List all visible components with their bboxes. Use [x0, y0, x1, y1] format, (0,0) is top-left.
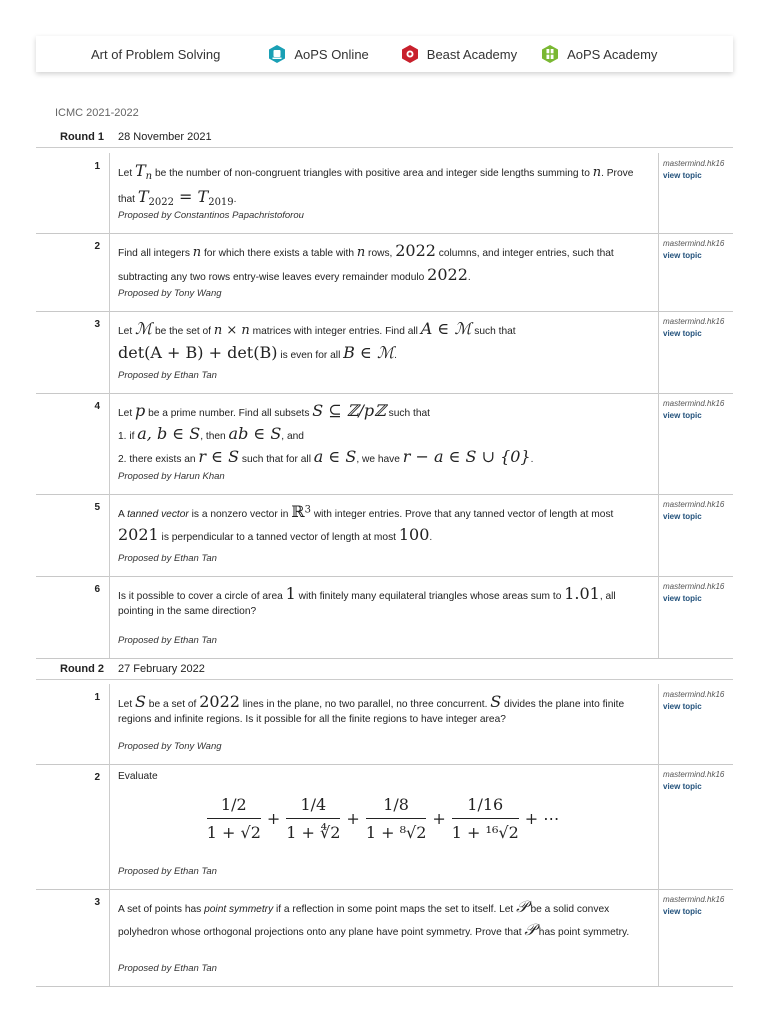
poster-name[interactable]: mastermind.hk16: [663, 159, 725, 168]
problem-number: 6: [36, 576, 110, 658]
beast-academy-icon: [401, 44, 419, 64]
problem-number: 2: [36, 764, 110, 889]
poster-name[interactable]: mastermind.hk16: [663, 770, 725, 779]
view-topic-link[interactable]: view topic: [663, 512, 702, 521]
view-topic-link[interactable]: view topic: [663, 594, 702, 603]
problem-statement: Find all integers n for which there exists a table with n rows, 2022 columns, and integer entries, such that subtracting any two rows entry-wise leaves every remainder modulo 2022. Proposed by Tony Wang: [118, 241, 614, 300]
site-link[interactable]: Art of Problem Solving: [91, 46, 221, 62]
poster-name[interactable]: mastermind.hk16: [663, 500, 725, 509]
topic-sidebar: [658, 393, 733, 494]
proposer: Proposed by Harun Khan: [118, 471, 225, 483]
proposer: Proposed by Ethan Tan: [118, 370, 217, 382]
aops-academy-icon: [541, 44, 559, 64]
round-1-header: [36, 127, 733, 148]
problem-statement: Evaluate $\frac{1/2}{1 + √2}$ + $\frac{1/4}{1 + ∜2}$ + $\frac{1/8}{\text{1 + ⁸√2}}$ + $\frac{1/16}{\text{1 + ¹⁶√2}}$ + ⋯ Proposed by Ethan Tan: [110, 764, 658, 889]
problem-number: 1: [36, 684, 110, 764]
problem-statement: Let S be a set of 2022 lines in the plane, no two parallel, no three concurrent. S divides the plane into finite regions and infinite regions. Is it possible for all the finite regions to have integer area? Proposed by Tony Wang: [118, 692, 625, 753]
poster-name[interactable]: mastermind.hk16: [663, 317, 725, 326]
problem-statement: A tanned vector is a nonzero vector in ℝ$^3$ with integer entries. Prove that any tanned vector of length at most 2021 is perpendicular to a tanned vector of length at most 100. Proposed by Ethan Tan: [118, 502, 614, 565]
topic-sidebar: [658, 889, 733, 986]
problem-row: [36, 576, 733, 659]
problem-number: 4: [36, 393, 110, 494]
aops-online-icon: [268, 44, 286, 64]
top-navigation: [36, 36, 733, 72]
topic-sidebar: [658, 311, 733, 393]
problem-row: [36, 764, 733, 890]
topic-sidebar: [658, 576, 733, 658]
round-label: Round 2: [60, 663, 104, 675]
aops-online-label: AoPS Online: [294, 46, 369, 62]
proposer: Proposed by Constantinos Papachristoforou: [118, 210, 304, 222]
problem-statement: Is it possible to cover a circle of area 1 with finitely many equilateral triangles whose areas sum to 1.01, all pointing in the same direction? Proposed by Ethan Tan: [118, 584, 616, 647]
topic-sidebar: [658, 684, 733, 764]
proposer: Proposed by Ethan Tan: [118, 553, 217, 565]
round-label: Round 1: [60, 131, 104, 143]
poster-name[interactable]: mastermind.hk16: [663, 895, 725, 904]
view-topic-link[interactable]: view topic: [663, 171, 702, 180]
proposer: Proposed by Tony Wang: [118, 288, 222, 300]
aops-academy-link[interactable]: [541, 44, 657, 64]
contest-title: ICMC 2021-2022: [55, 107, 139, 119]
poster-name[interactable]: mastermind.hk16: [663, 582, 725, 591]
beast-academy-label: Beast Academy: [426, 46, 518, 62]
problem-row: [36, 393, 733, 495]
proposer: Proposed by Ethan Tan: [118, 866, 217, 878]
view-topic-link[interactable]: view topic: [663, 702, 702, 711]
problem-statement: A set of points has point symmetry if a reflection in some point maps the set to itself. Let 𝒫 be a solid convex polyhedron whose orthogonal projections onto any plane have point symmetry. Prove that 𝒫 has point symmetry. Proposed by Ethan Tan: [118, 897, 630, 975]
aops-online-link[interactable]: [268, 44, 368, 64]
problem-row: [36, 311, 733, 394]
poster-name[interactable]: mastermind.hk16: [663, 690, 725, 699]
poster-name[interactable]: mastermind.hk16: [663, 399, 725, 408]
problem-row: [36, 684, 733, 765]
view-topic-link[interactable]: view topic: [663, 329, 702, 338]
poster-name[interactable]: mastermind.hk16: [663, 239, 725, 248]
problem-row: [36, 233, 733, 312]
view-topic-link[interactable]: view topic: [663, 907, 702, 916]
view-topic-link[interactable]: view topic: [663, 411, 702, 420]
problem-row: [36, 153, 733, 234]
problem-number: 2: [36, 233, 110, 311]
round-date: 28 November 2021: [118, 131, 212, 143]
topic-sidebar: [658, 233, 733, 311]
beast-academy-link[interactable]: [401, 44, 517, 64]
problem-statement: Let ℳ be the set of n × n matrices with integer entries. Find all A ∈ ℳ such that det(A + B) + det(B) is even for all B ∈ ℳ. Proposed by Ethan Tan: [118, 319, 516, 382]
problem-statement: Let p be a prime number. Find all subsets S ⊆ ℤ/pℤ such that 1. if a, b ∈ S, then ab ∈ S, and 2. there exists an r ∈ S such that for all a ∈ S, we have r − a ∈ S ∪ {0}. Proposed by Harun Khan: [118, 401, 534, 483]
proposer: Proposed by Tony Wang: [118, 741, 222, 753]
round-date: 27 February 2022: [118, 663, 205, 675]
round-2-header: [36, 659, 733, 680]
topic-sidebar: [658, 494, 733, 576]
problem-statement: Let $T_n$ be the number of non-congruent triangles with positive area and integer side lengths summing to n. Prove that $T_{2022} = T_{2019}$. Proposed by Constantinos Papachristoforou: [118, 161, 634, 222]
problem-number: 3: [36, 889, 110, 986]
series-expression: $\frac{1/2}{1 + √2}$ + $\frac{1/4}{1 + ∜2}$ + $\frac{1/8}{\text{1 + ⁸√2}}$ + $\frac{1/16}{\text{1 + ¹⁶√2}}$ + ⋯: [206, 794, 560, 842]
aops-academy-label: AoPS Academy: [567, 46, 658, 62]
problem-number: 5: [36, 494, 110, 576]
problem-number: 3: [36, 311, 110, 393]
topic-sidebar: [658, 764, 733, 889]
proposer: Proposed by Ethan Tan: [118, 635, 217, 647]
topic-sidebar: [658, 153, 733, 233]
view-topic-link[interactable]: view topic: [663, 251, 702, 260]
problem-number: 1: [36, 153, 110, 233]
proposer: Proposed by Ethan Tan: [118, 963, 217, 975]
problem-row: [36, 889, 733, 987]
view-topic-link[interactable]: view topic: [663, 782, 702, 791]
problem-row: [36, 494, 733, 577]
